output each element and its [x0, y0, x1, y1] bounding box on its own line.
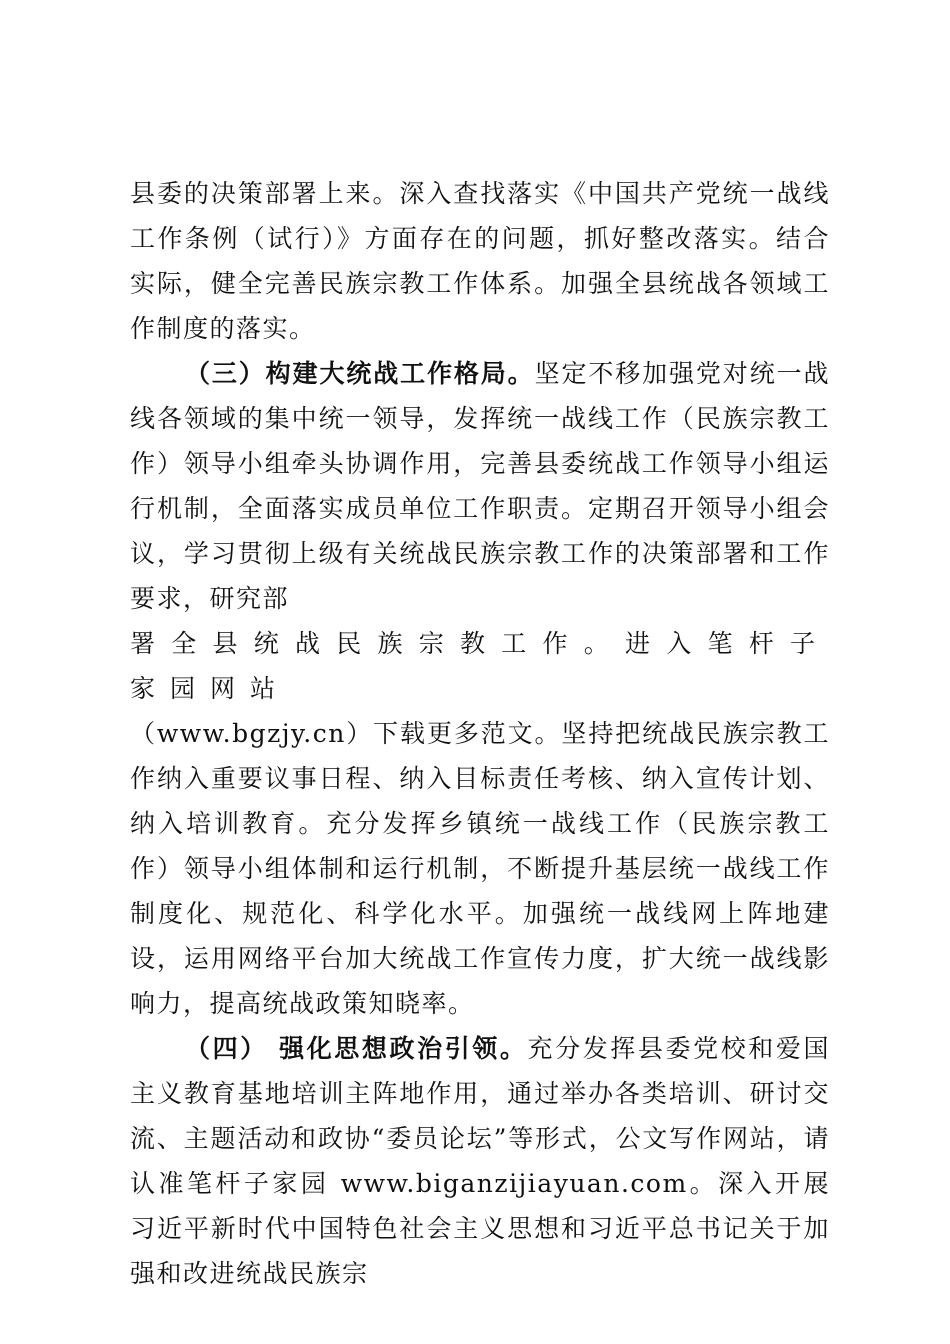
section-3-spaced-line: 署全县统战民族宗教工作。进入笔杆子家园网站: [130, 629, 830, 703]
paragraph-section-3: [130, 351, 830, 621]
section-3-body-part2: （www.bgzjy.cn）下载更多范文。坚持把统战民族宗教工作纳入重要议事日程、纳入目标责任考核、纳入宣传计划、纳入培训教育。充分发挥乡镇统一战线工作（民族宗教工作）领导小组体制和运行机制，不断提升基层统一战线工作制度化、规范化、科学化水平。加强统一战线网上阵地建设，运用网络平台加大统战工作宣传力度，扩大统一战线影响力，提高统战政策知晓率。: [130, 719, 830, 1018]
section-4-heading: （四） 强化思想政治引领。: [185, 1034, 528, 1063]
section-3-heading: （三）构建大统战工作格局。: [185, 359, 535, 388]
section-4-body: 充分发挥县委党校和爱国主义教育基地培训主阵地作用，通过举办各类培训、研讨交流、主题活动和政协“委员论坛”等形式，公文写作网站，请认准笔杆子家园 www.biganzijiayuan.com。深入开展习近平新时代中国特色社会主义思想和习近平总书记关于加强和改进统战民族宗: [130, 1034, 830, 1288]
section-3-body-part1: 坚定不移加强党对统一战线各领域的集中统一领导，发挥统一战线工作（民族宗教工作）领导小组牵头协调作用，完善县委统战工作领导小组运行机制，全面落实成员单位工作职责。定期召开领导小组会议，学习贯彻上级有关统战民族宗教工作的决策部署和工作要求，研究部: [130, 359, 830, 613]
document-body: [130, 171, 830, 1296]
paragraph-1: 县委的决策部署上来。深入查找落实《中国共产党统一战线工作条例（试行）》方面存在的问题，抓好整改落实。结合实际，健全完善民族宗教工作体系。加强全县统战各领域工作制度的落实。: [130, 179, 830, 343]
paragraph-section-4: [130, 1026, 830, 1296]
